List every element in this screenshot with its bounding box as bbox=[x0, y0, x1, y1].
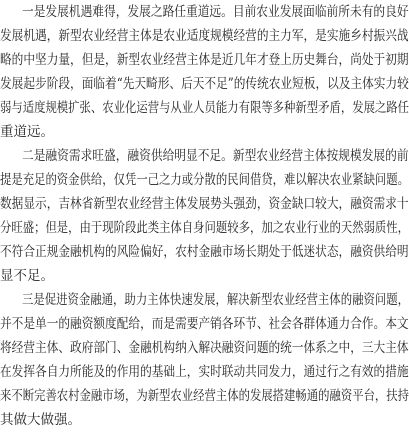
paragraph-3-line-3: 将经营主体、政府部门、金融机构纳入解决融资问题的统一体系之中，三大主体 bbox=[0, 340, 409, 356]
paragraph-1-line-2: 发展机遇，新型农业经营主体是农业适度规模经营的主力军，是实施乡村振兴战 bbox=[0, 28, 409, 44]
paragraph-1-line-5: 弱与适度规模扩张、农业化运营与从业人员能力有限等多种新型矛盾，发展之路任 bbox=[0, 100, 409, 116]
paragraph-2-line-6: 显不足。 bbox=[0, 268, 54, 284]
paragraph-3-line-6: 其做大做强。 bbox=[0, 412, 81, 428]
paragraph-2-line-5: 不符合正规金融机构的风险偏好，农村金融市场长期处于低迷状态，融资供给明 bbox=[0, 244, 409, 260]
paragraph-3-line-1: 三是促进资金融通，助力主体快速发展，解决新型农业经营主体的融资问题， bbox=[22, 292, 409, 308]
paragraph-1-line-1: 一是发展机遇难得，发展之路任重道远。目前农业发展面临前所未有的良好 bbox=[22, 4, 409, 20]
paragraph-1-line-4: 发展起步阶段，面临着“先天畸形、后天不足”的传统农业短板，以及主体实力较 bbox=[0, 76, 409, 92]
paragraph-2-line-3: 数据显示，吉林省新型农业经营主体发展势头强劲，资金缺口较大，融资需求十 bbox=[0, 196, 409, 212]
paragraph-2-line-2: 提是充足的资金供给，仅凭一己之力或分散的民间借贷，难以解决农业紧缺问题。 bbox=[0, 172, 409, 188]
paragraph-3-line-2: 并不是单一的融资额度配给，而是需要产销各环节、社会各群体通力合作。本文 bbox=[0, 316, 409, 332]
paragraph-1-line-6: 重道远。 bbox=[0, 124, 54, 140]
paragraph-2-line-1: 二是融资需求旺盛，融资供给明显不足。新型农业经营主体按规模发展的前 bbox=[22, 148, 409, 164]
paragraph-3-line-4: 在发挥各自力所能及的作用的基础上，实时联动共同发力，通过行之有效的措施 bbox=[0, 364, 409, 380]
paragraph-1-line-3: 略的中坚力量，但是，新型农业经营主体是近几年才登上历史舞台，尚处于初期 bbox=[0, 52, 409, 68]
paragraph-3-line-5: 来不断完善农村金融市场，为新型农业经营主体的发展搭建畅通的融资平台，扶持 bbox=[0, 388, 409, 404]
paragraph-2-line-4: 分旺盛；但是，由于现阶段此类主体自身问题较多，加之农业行业的天然弱质性， bbox=[0, 220, 409, 236]
